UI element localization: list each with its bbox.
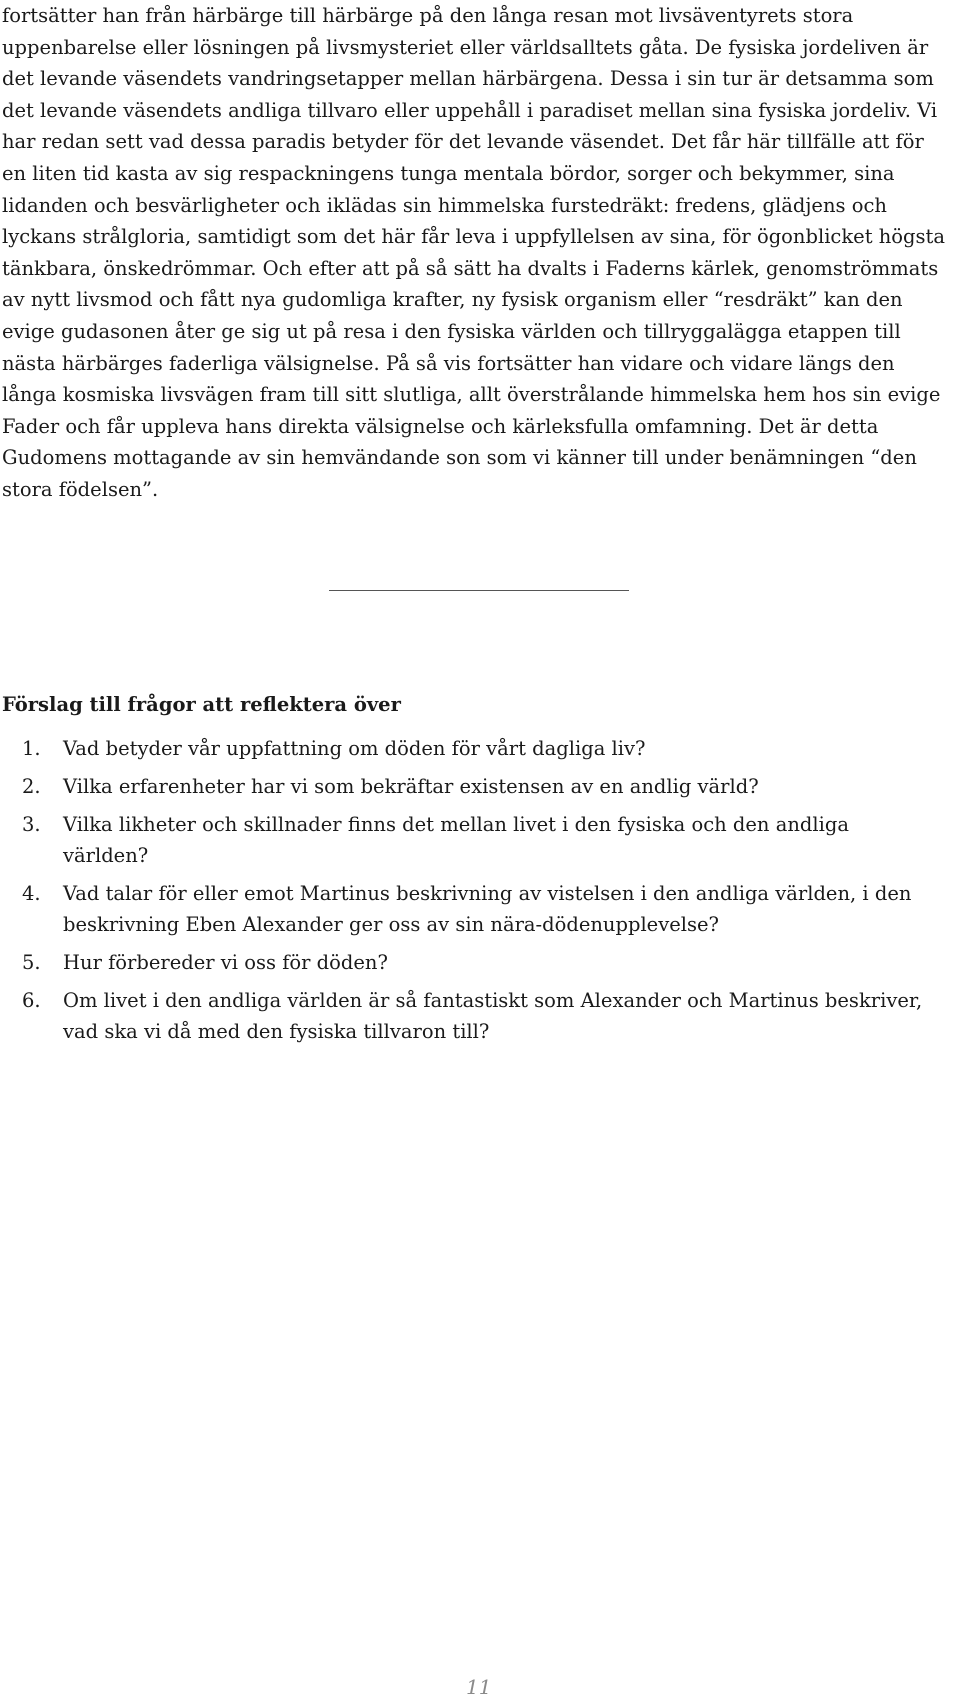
question-text: Om livet i den andliga världen är så fantastiskt som Alexander och Martinus beskriver, vad ska vi då med den fysiska tillvaron till? xyxy=(63,989,923,1043)
question-number: 3. xyxy=(22,813,41,836)
question-text: Vad betyder vår uppfattning om döden för vårt dagliga liv? xyxy=(63,737,646,760)
body-paragraph: fortsätter han från härbärge till härbärge på den långa resan mot livsäventyrets stora uppenbarelse eller lösningen på livsmysteriet eller världsalltets gåta. De fysiska jordeliven är det levande väsendets vandringsetapper mellan härbärgena. Dessa i sin tur är detsamma som det levande väsendets andliga tillvaro eller uppehåll i paradiset mellan sina fysiska jordeliv. Vi har redan sett vad dessa paradis betyder för det levande väsendet. Det får här tillfälle att för en liten tid kasta av sig respackningens tunga mentala bördor, sorger och bekymmer, sina lidanden och besvärligheter och iklädas sin himmelska furstedräkt: fredens, glädjens och lyckans strålgloria, samtidigt som det här får leva i uppfyllelsen av sina, för ögonblicket högsta tänkbara, önskedrömmar. Och efter att på så sätt ha dvalts i Faderns kärlek, genomströmmats av nytt livsmod och fått nya gudomliga krafter, ny fysisk organism eller “resdräkt” kan den evige gudasonen åter ge sig ut på resa i den fysiska världen och tillryggalägga etappen till nästa härbärges faderliga välsignelse. På så vis fortsätter han vidare och vidare längs den långa kosmiska livsvägen fram till sitt slutliga, allt överstrålande himmelska hem hos sin evige Fader och får uppleva hans direkta välsignelse och kärleksfulla omfamning. Det är detta Gudomens mottagande av sin hemvändande son som vi känner till under benämningen “den stora födelsen”. xyxy=(2,4,945,501)
question-text: Vad talar för eller emot Martinus beskrivning av vistelsen i den andliga världen, i den beskrivning Eben Alexander ger oss av sin nära-dödenupplevelse? xyxy=(63,882,912,936)
question-item xyxy=(0,771,940,802)
question-list xyxy=(0,733,940,1054)
question-number: 4. xyxy=(22,882,41,905)
question-item xyxy=(0,733,940,764)
question-item xyxy=(0,878,940,940)
question-item xyxy=(0,809,940,871)
section-separator xyxy=(329,590,629,591)
questions-heading: Förslag till frågor att reflektera över xyxy=(2,693,401,716)
question-item xyxy=(0,985,940,1047)
question-number: 5. xyxy=(22,951,41,974)
question-item xyxy=(0,947,940,978)
question-number: 6. xyxy=(22,989,41,1012)
question-number: 1. xyxy=(22,737,41,760)
question-text: Vilka likheter och skillnader finns det mellan livet i den fysiska och den andliga världen? xyxy=(63,813,849,867)
question-number: 2. xyxy=(22,775,41,798)
question-text: Hur förbereder vi oss för döden? xyxy=(63,951,388,974)
page-number: 11 xyxy=(466,1675,492,1699)
question-text: Vilka erfarenheter har vi som bekräftar existensen av en andlig värld? xyxy=(63,775,759,798)
